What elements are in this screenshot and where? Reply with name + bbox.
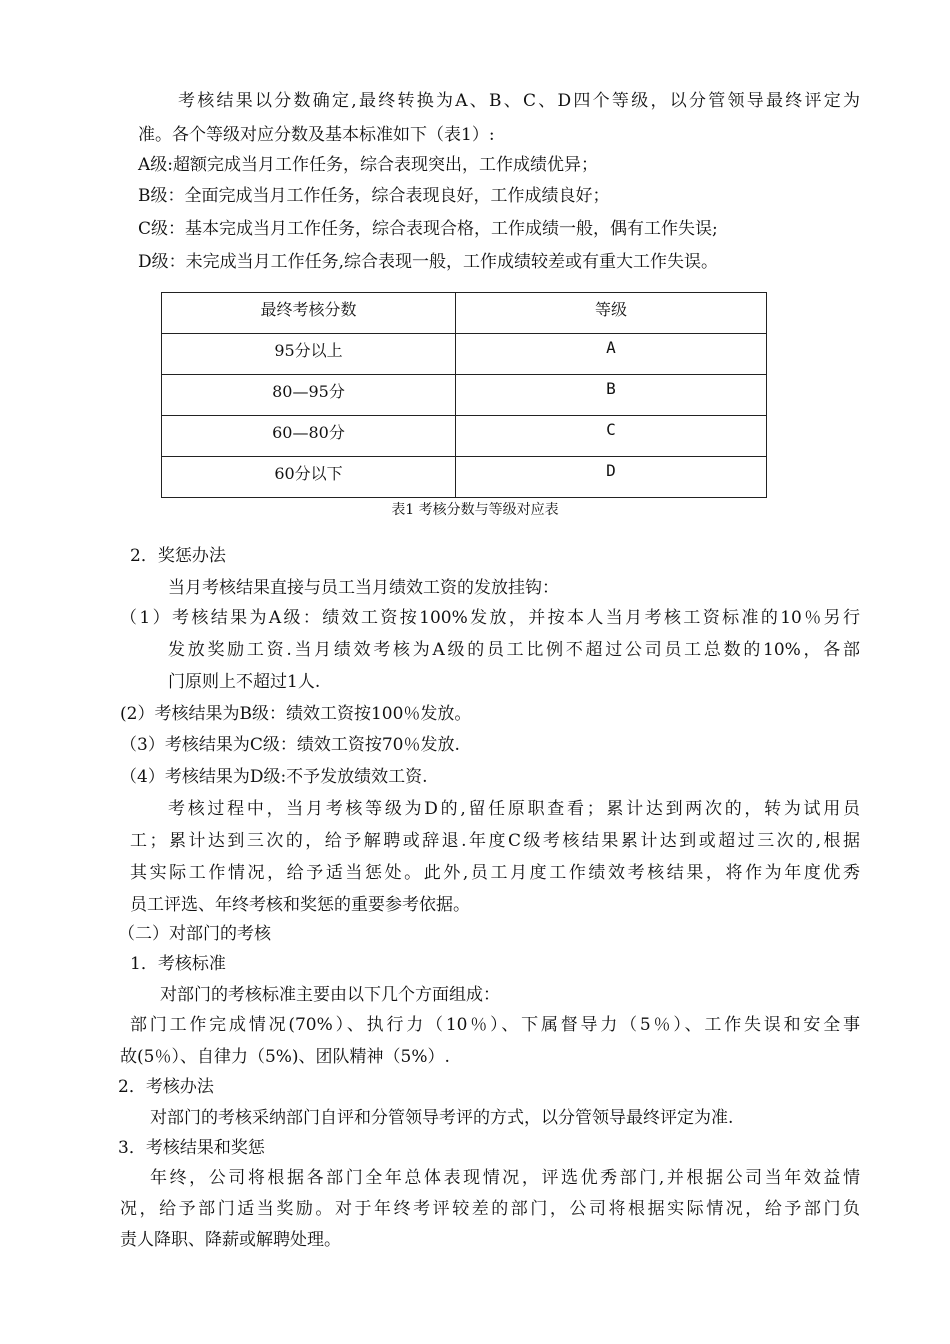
reward-item-1-line-1: （1）考核结果为A级：绩效工资按100%发放，并按本人当月考核工资标准的10％另行 bbox=[120, 608, 860, 628]
reward-item-2: (2）考核结果为B级：绩效工资按100％发放。 bbox=[120, 704, 472, 724]
table-header-grade: 等级 bbox=[456, 293, 767, 334]
table-row bbox=[162, 334, 767, 375]
table-caption: 表1 考核分数与等级对应表 bbox=[391, 502, 559, 518]
grade-d-description: D级：未完成当月工作任务,综合表现一般，工作成绩较差或有重大工作失误。 bbox=[138, 252, 719, 272]
table-row bbox=[162, 416, 767, 457]
reward-paragraph-line-1: 考核过程中，当月考核等级为D的,留任原职查看；累计达到两次的，转为试用员 bbox=[168, 799, 860, 819]
dept-method-heading: 2．考核办法 bbox=[118, 1077, 214, 1097]
rewards-intro: 当月考核结果直接与员工当月绩效工资的发放挂钩： bbox=[168, 578, 559, 598]
grade-b-description: B级：全面完成当月工作任务，综合表现良好，工作成绩良好； bbox=[138, 186, 610, 206]
table-cell-score: 60—80分 bbox=[162, 416, 456, 457]
table-cell-score: 80—95分 bbox=[162, 375, 456, 416]
reward-paragraph-line-4: 员工评选、年终考核和奖惩的重要参考依据。 bbox=[130, 895, 470, 915]
dept-result-line-1: 年终，公司将根据各部门全年总体表现情况，评选优秀部门,并根据公司当年效益情 bbox=[150, 1168, 860, 1188]
table-cell-grade: A bbox=[456, 334, 767, 375]
table-header-score: 最终考核分数 bbox=[162, 293, 456, 334]
table-cell-grade: C bbox=[456, 416, 767, 457]
table-row bbox=[162, 375, 767, 416]
dept-standard-heading: 1．考核标准 bbox=[130, 954, 226, 974]
dept-result-line-2: 况，给予部门适当奖励。对于年终考评较差的部门，公司将根据实际情况，给予部门负 bbox=[120, 1199, 860, 1219]
intro-line-2: 准。各个等级对应分数及基本标准如下（表1）: bbox=[138, 125, 495, 145]
intro-line-1: 考核结果以分数确定,最终转换为A、B、C、D四个等级，以分管领导最终评定为 bbox=[178, 91, 860, 111]
dept-method-text: 对部门的考核采纳部门自评和分管领导考评的方式，以分管领导最终评定为准. bbox=[150, 1108, 734, 1128]
table-cell-score: 60分以下 bbox=[162, 457, 456, 498]
grade-c-description: C级：基本完成当月工作任务，综合表现合格，工作成绩一般，偶有工作失误; bbox=[138, 219, 718, 239]
grade-a-description: A级:超额完成当月工作任务，综合表现突出，工作成绩优异； bbox=[138, 155, 599, 175]
dept-result-line-3: 责人降职、降薪或解聘处理。 bbox=[120, 1230, 341, 1250]
reward-item-1-line-3: 门原则上不超过1人. bbox=[168, 672, 321, 692]
dept-standard-line-1: 部门工作完成情况(70%）、执行力（10％）、下属督导力（5％）、工作失误和安全事 bbox=[130, 1015, 860, 1035]
table-cell-grade: D bbox=[456, 457, 767, 498]
dept-standard-intro: 对部门的考核标准主要由以下几个方面组成： bbox=[160, 985, 500, 1005]
table-cell-grade: B bbox=[456, 375, 767, 416]
table-header-row bbox=[162, 293, 767, 334]
reward-item-3: （3）考核结果为C级：绩效工资按70％发放. bbox=[120, 735, 460, 755]
table-row bbox=[162, 457, 767, 498]
dept-section-heading: （二）对部门的考核 bbox=[118, 924, 271, 944]
reward-paragraph-line-2: 工；累计达到三次的，给予解聘或辞退.年度C级考核结果累计达到或超过三次的,根据 bbox=[130, 831, 860, 851]
score-grade-table bbox=[161, 292, 767, 498]
reward-item-1-line-2: 发放奖励工资.当月绩效考核为A级的员工比例不超过公司员工总数的10%，各部 bbox=[168, 640, 860, 660]
dept-result-heading: 3．考核结果和奖惩 bbox=[118, 1138, 265, 1158]
table-cell-score: 95分以上 bbox=[162, 334, 456, 375]
reward-paragraph-line-3: 其实际工作情况，给予适当惩处。此外,员工月度工作绩效考核结果，将作为年度优秀 bbox=[130, 863, 860, 883]
reward-item-4: （4）考核结果为D级:不予发放绩效工资. bbox=[120, 767, 428, 787]
dept-standard-line-2: 故(5％）、自律力（5%)、团队精神（5%）. bbox=[120, 1047, 450, 1067]
rewards-heading: 2．奖惩办法 bbox=[130, 546, 226, 566]
